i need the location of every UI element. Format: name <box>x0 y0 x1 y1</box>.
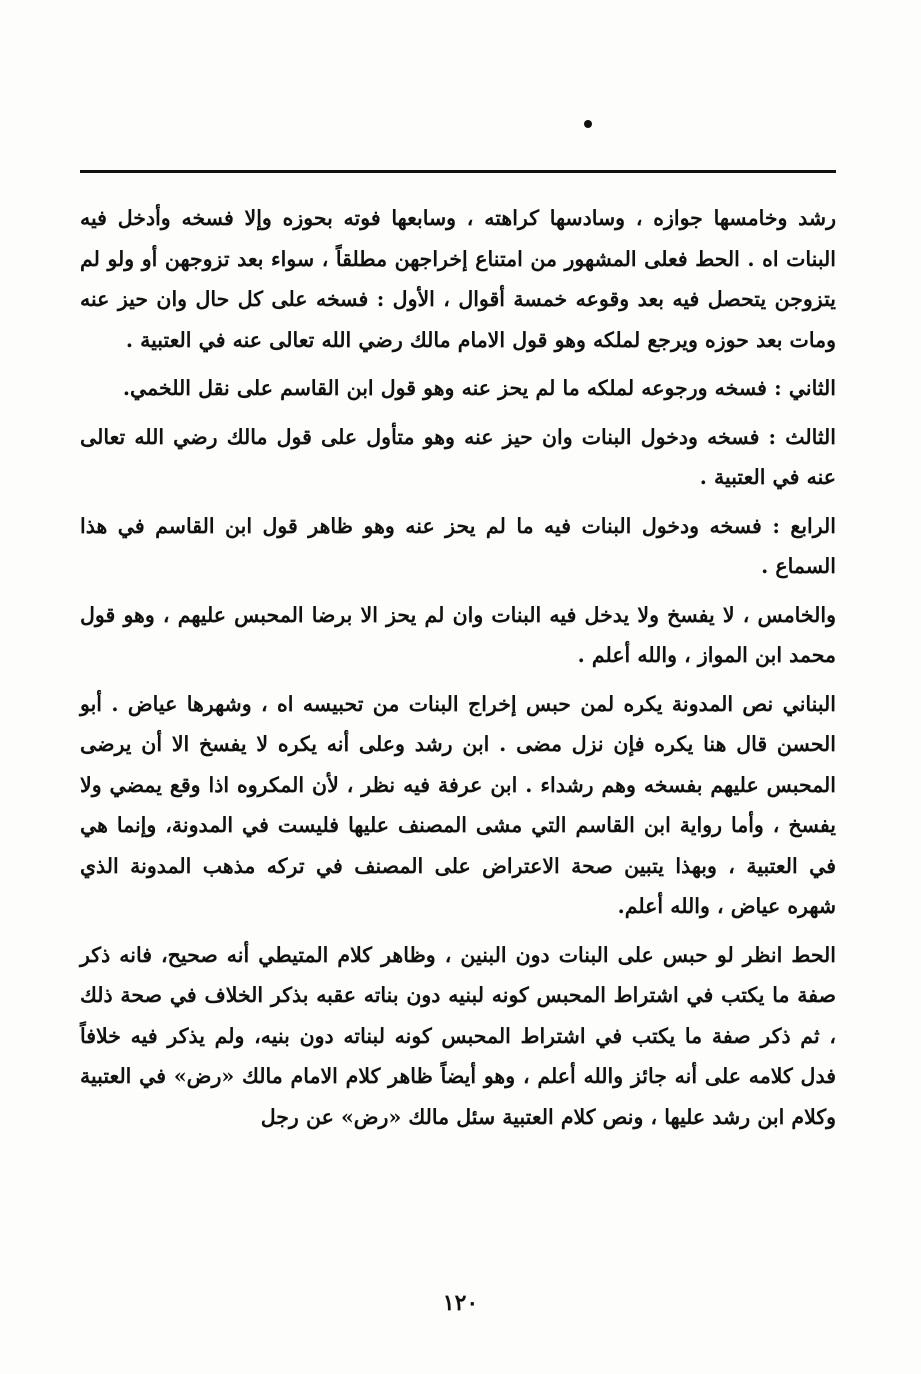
paragraph: الحط انظر لو حبس على البنات دون البنين ، وظاهر كلام المتيطي أنه صحيح، فانه ذكر صفة ما يكتب في اشتراط المحبس كونه لبنيه دون بناته عقبه بذكر الخلاف في صحة ذلك ، ثم ذكر صفة ما يكتب في اشتراط المحبس كونه لبناته دون بنيه، ولم يذكر فيه خلافاً فدل كلامه على أنه جائز والله أعلم ، وهو أيضاً ظاهر كلام الامام مالك «رض» في العتبية وكلام ابن رشد عليها ، ونص كلام العتبية سئل مالك «رض» عن رجل <box>80 942 836 1129</box>
paragraph: البناني نص المدونة يكره لمن حبس إخراج البنات من تحبيسه اه ، وشهرها عياض . أبو الحسن قال هنا يكره فإن نزل مضى . ابن رشد وعلى أنه يكره لا يفسخ الا أن يرضى المحبس عليهم بفسخه وهم رشداء . ابن عرفة فيه نظر ، لأن المكروه اذا وقع يمضي ولا يفسخ ، وأما رواية ابن القاسم التي مشى المصنف عليها فليست في المدونة، وإنما هي في العتبية ، وبهذا يتبين صحة الاعتراض على المصنف في تركه مذهب المدونة الذي شهره عياض ، والله أعلم. <box>80 691 836 918</box>
paragraph: والخامس ، لا يفسخ ولا يدخل فيه البنات وان لم يحز الا برضا المحبس عليهم ، وهو قول محمد ابن المواز ، والله أعلم . <box>80 602 836 667</box>
header-rule <box>80 170 836 173</box>
header-dot <box>584 120 592 128</box>
paragraph: الرابع : فسخه ودخول البنات فيه ما لم يحز عنه وهو ظاهر قول ابن القاسم في هذا السماع . <box>80 513 836 578</box>
paragraph: رشد وخامسها جوازه ، وسادسها كراهته ، وسابعها فوته بحوزه وإلا فسخه وأدخل فيه البنات اه . الحط فعلى المشهور من امتناع إخراجهن مطلقاً ، سواء بعد تزوجهن أو ولو لم يتزوجن يتحصل فيه بعد وقوعه خمسة أقوال ، الأول : فسخه على كل حال وان حيز عنه ومات بعد حوزه ويرجع لملكه وهو قول الامام مالك رضي الله تعالى عنه في العتبية . <box>80 206 836 352</box>
paragraph: الثالث : فسخه ودخول البنات وان حيز عنه وهو متأول على قول مالك رضي الله تعالى عنه في العتبية . <box>80 424 836 489</box>
page-body <box>80 198 836 1137</box>
page-number: ١٢٠ <box>442 1290 479 1316</box>
paragraph: الثاني : فسخه ورجوعه لملكه ما لم يحز عنه وهو قول ابن القاسم على نقل اللخمي. <box>122 376 836 400</box>
